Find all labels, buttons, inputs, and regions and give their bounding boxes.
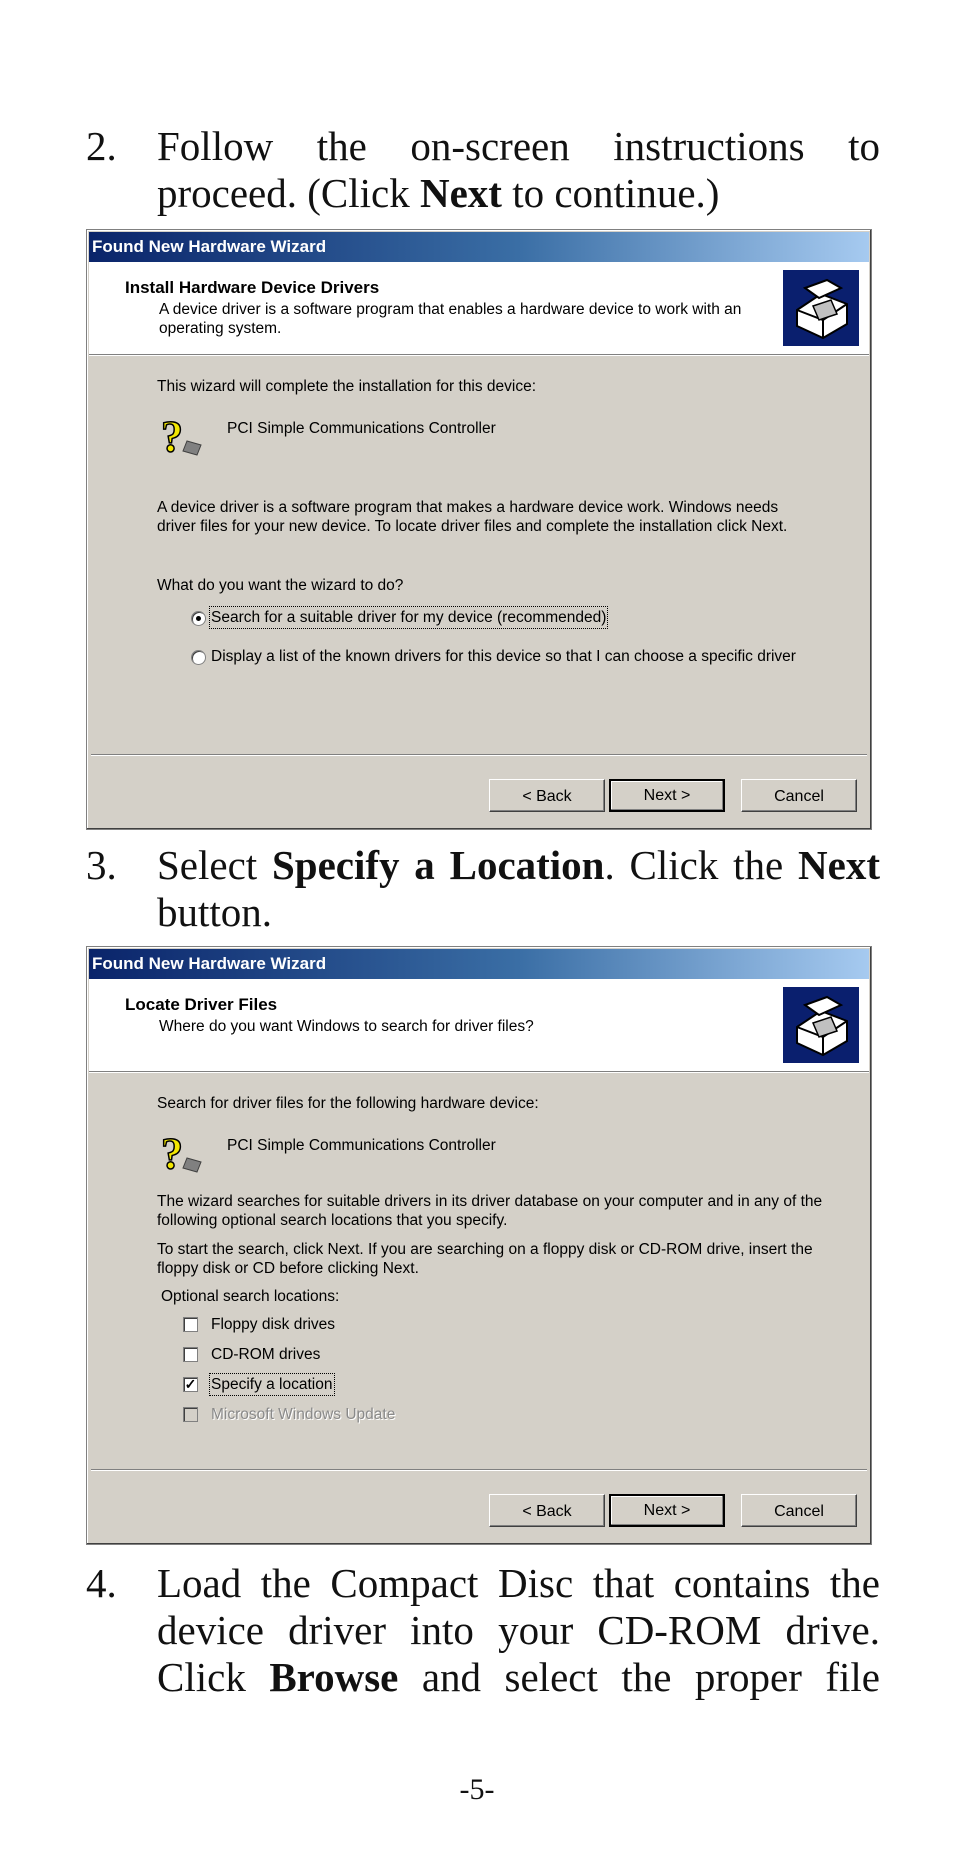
- driver-description: A device driver is a software program that makes a hardware device work. Windows needs driver files for your new device. To locate driver files and complete the installation click Next.: [157, 499, 788, 535]
- header-subtitle: A device driver is a software program that enables a hardware device to work with an operating system.: [159, 301, 742, 337]
- wizard-header: [89, 979, 869, 1072]
- start-search-description: To start the search, click Next. If you are searching on a floppy disk or CD-ROM drive, insert the floppy disk or CD before clicking Next.: [157, 1241, 813, 1277]
- wizard-dialog-install-drivers: [86, 229, 872, 830]
- next-button[interactable]: Next >: [609, 779, 725, 812]
- page-number: -5-: [459, 1773, 495, 1806]
- hardware-wizard-icon: [783, 270, 859, 346]
- step-number: 3.: [86, 842, 117, 888]
- step-text: Select Specify a Location. Click the Next button.: [157, 842, 880, 935]
- step-number: 2.: [86, 123, 117, 169]
- header-title: Locate Driver Files: [125, 995, 278, 1014]
- step-3: [86, 842, 880, 936]
- header-subtitle: Where do you want Windows to search for driver files?: [159, 1018, 534, 1035]
- checkmark-icon: ✓: [184, 1376, 197, 1392]
- cdrom-label[interactable]: CD-ROM drives: [211, 1346, 321, 1363]
- wizard-dialog-locate-files: [86, 946, 872, 1545]
- search-driver-radio[interactable]: [191, 611, 206, 626]
- device-name: PCI Simple Communications Controller: [227, 1137, 496, 1154]
- search-driver-label[interactable]: Search for a suitable driver for my device (recommended): [211, 609, 607, 626]
- windows-update-label: Microsoft Windows Update: [211, 1406, 396, 1423]
- display-list-radio[interactable]: [191, 650, 206, 665]
- unknown-device-icon: [157, 1128, 205, 1176]
- hardware-wizard-icon: [783, 987, 859, 1063]
- separator: [91, 1469, 867, 1471]
- svg-text:?: ?: [161, 1129, 183, 1176]
- next-button[interactable]: Next >: [609, 1494, 725, 1527]
- back-button[interactable]: < Back: [489, 779, 605, 812]
- step-text: Load the Compact Disc that contains the device driver into your CD-ROM drive. Click Browse and select the proper file: [157, 1560, 881, 1700]
- question-text: What do you want the wizard to do?: [157, 577, 404, 594]
- optional-locations-label: Optional search locations:: [161, 1288, 340, 1305]
- back-button[interactable]: < Back: [489, 1494, 605, 1527]
- separator: [91, 754, 867, 756]
- step-number: 4.: [86, 1560, 117, 1606]
- step-2: [86, 123, 880, 217]
- window-title: Found New Hardware Wizard: [89, 232, 869, 262]
- specify-location-checkbox[interactable]: [183, 1377, 198, 1392]
- floppy-label[interactable]: Floppy disk drives: [211, 1316, 336, 1333]
- intro-text: This wizard will complete the installation for this device:: [157, 378, 537, 395]
- svg-text:?: ?: [161, 412, 183, 459]
- window-title: Found New Hardware Wizard: [89, 949, 869, 979]
- unknown-device-icon: [157, 411, 205, 459]
- step-text: Follow the on-screen instructions to proceed. (Click Next to continue.): [157, 123, 880, 216]
- header-title: Install Hardware Device Drivers: [125, 278, 380, 297]
- cancel-button[interactable]: Cancel: [741, 1494, 857, 1527]
- cancel-button[interactable]: Cancel: [741, 779, 857, 812]
- floppy-checkbox[interactable]: [183, 1317, 198, 1332]
- windows-update-checkbox: [183, 1407, 198, 1422]
- intro-text: Search for driver files for the following hardware device:: [157, 1095, 539, 1112]
- wizard-header: [89, 262, 869, 355]
- cdrom-checkbox[interactable]: [183, 1347, 198, 1362]
- display-list-label[interactable]: Display a list of the known drivers for this device so that I can choose a specific driver: [211, 648, 796, 665]
- specify-location-label[interactable]: Specify a location: [211, 1376, 333, 1393]
- device-name: PCI Simple Communications Controller: [227, 420, 496, 437]
- search-description: The wizard searches for suitable drivers in its driver database on your computer and in any of the following optional search locations that you specify.: [157, 1193, 823, 1229]
- step-4: [86, 1560, 880, 1701]
